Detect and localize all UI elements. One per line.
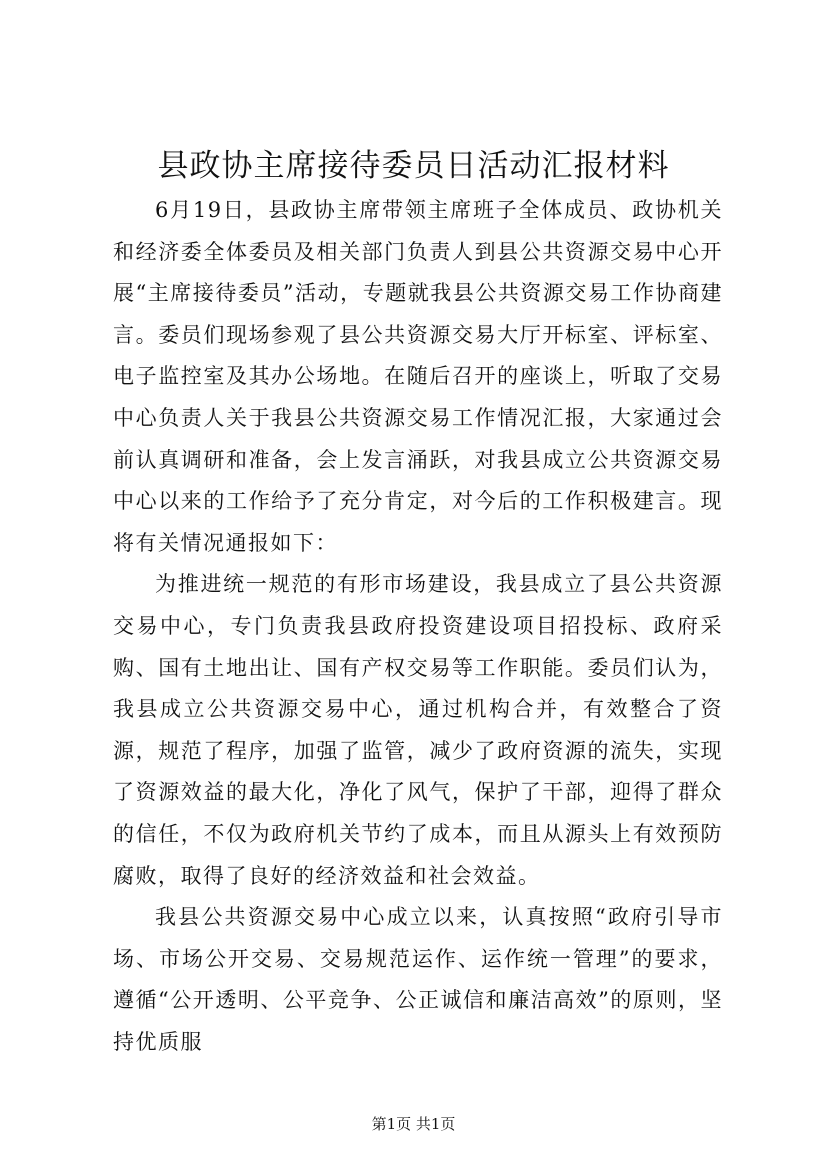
paragraph-1: 6月19日，县政协主席带领主席班子全体成员、政协机关和经济委全体委员及相关部门负责人到县公共资源交易中心开展“主席接待委员”活动，专题就我县公共资源交易工作协商建言。委员们现场参观了县公共资源交易大厅开标室、评标室、电子监控室及其办公场地。在随后召开的座谈上，听取了交易中心负责人关于我县公共资源交易工作情况汇报，大家通过会前认真调研和准备，会上发言涌跃，对我县成立公共资源交易中心以来的工作给予了充分肯定，对今后的工作积极建言。现将有关情况通报如下： [113, 198, 723, 555]
document-title: 县政协主席接待委员日活动汇报材料 [157, 148, 670, 184]
paragraph-3: 我县公共资源交易中心成立以来，认真按照“政府引导市场、市场公开交易、交易规范运作、运作统一管理”的要求，遵循“公开透明、公平竞争、公正诚信和廉洁高效”的原则，坚持优质服 [113, 905, 723, 1054]
page-footer: 第1页 共1页 [371, 1115, 456, 1133]
document-body [113, 190, 723, 1063]
paragraph-2: 为推进统一规范的有形市场建设，我县成立了县公共资源交易中心，专门负责我县政府投资建设项目招投标、政府采购、国有土地出让、国有产权交易等工作职能。委员们认为，我县成立公共资源交易中心，通过机构合并，有效整合了资源，规范了程序，加强了监管，减少了政府资源的流失，实现了资源效益的最大化，净化了风气，保护了干部，迎得了群众的信任，不仅为政府机关节约了成本，而且从源头上有效预防腐败，取得了良好的经济效益和社会效益。 [113, 572, 723, 888]
